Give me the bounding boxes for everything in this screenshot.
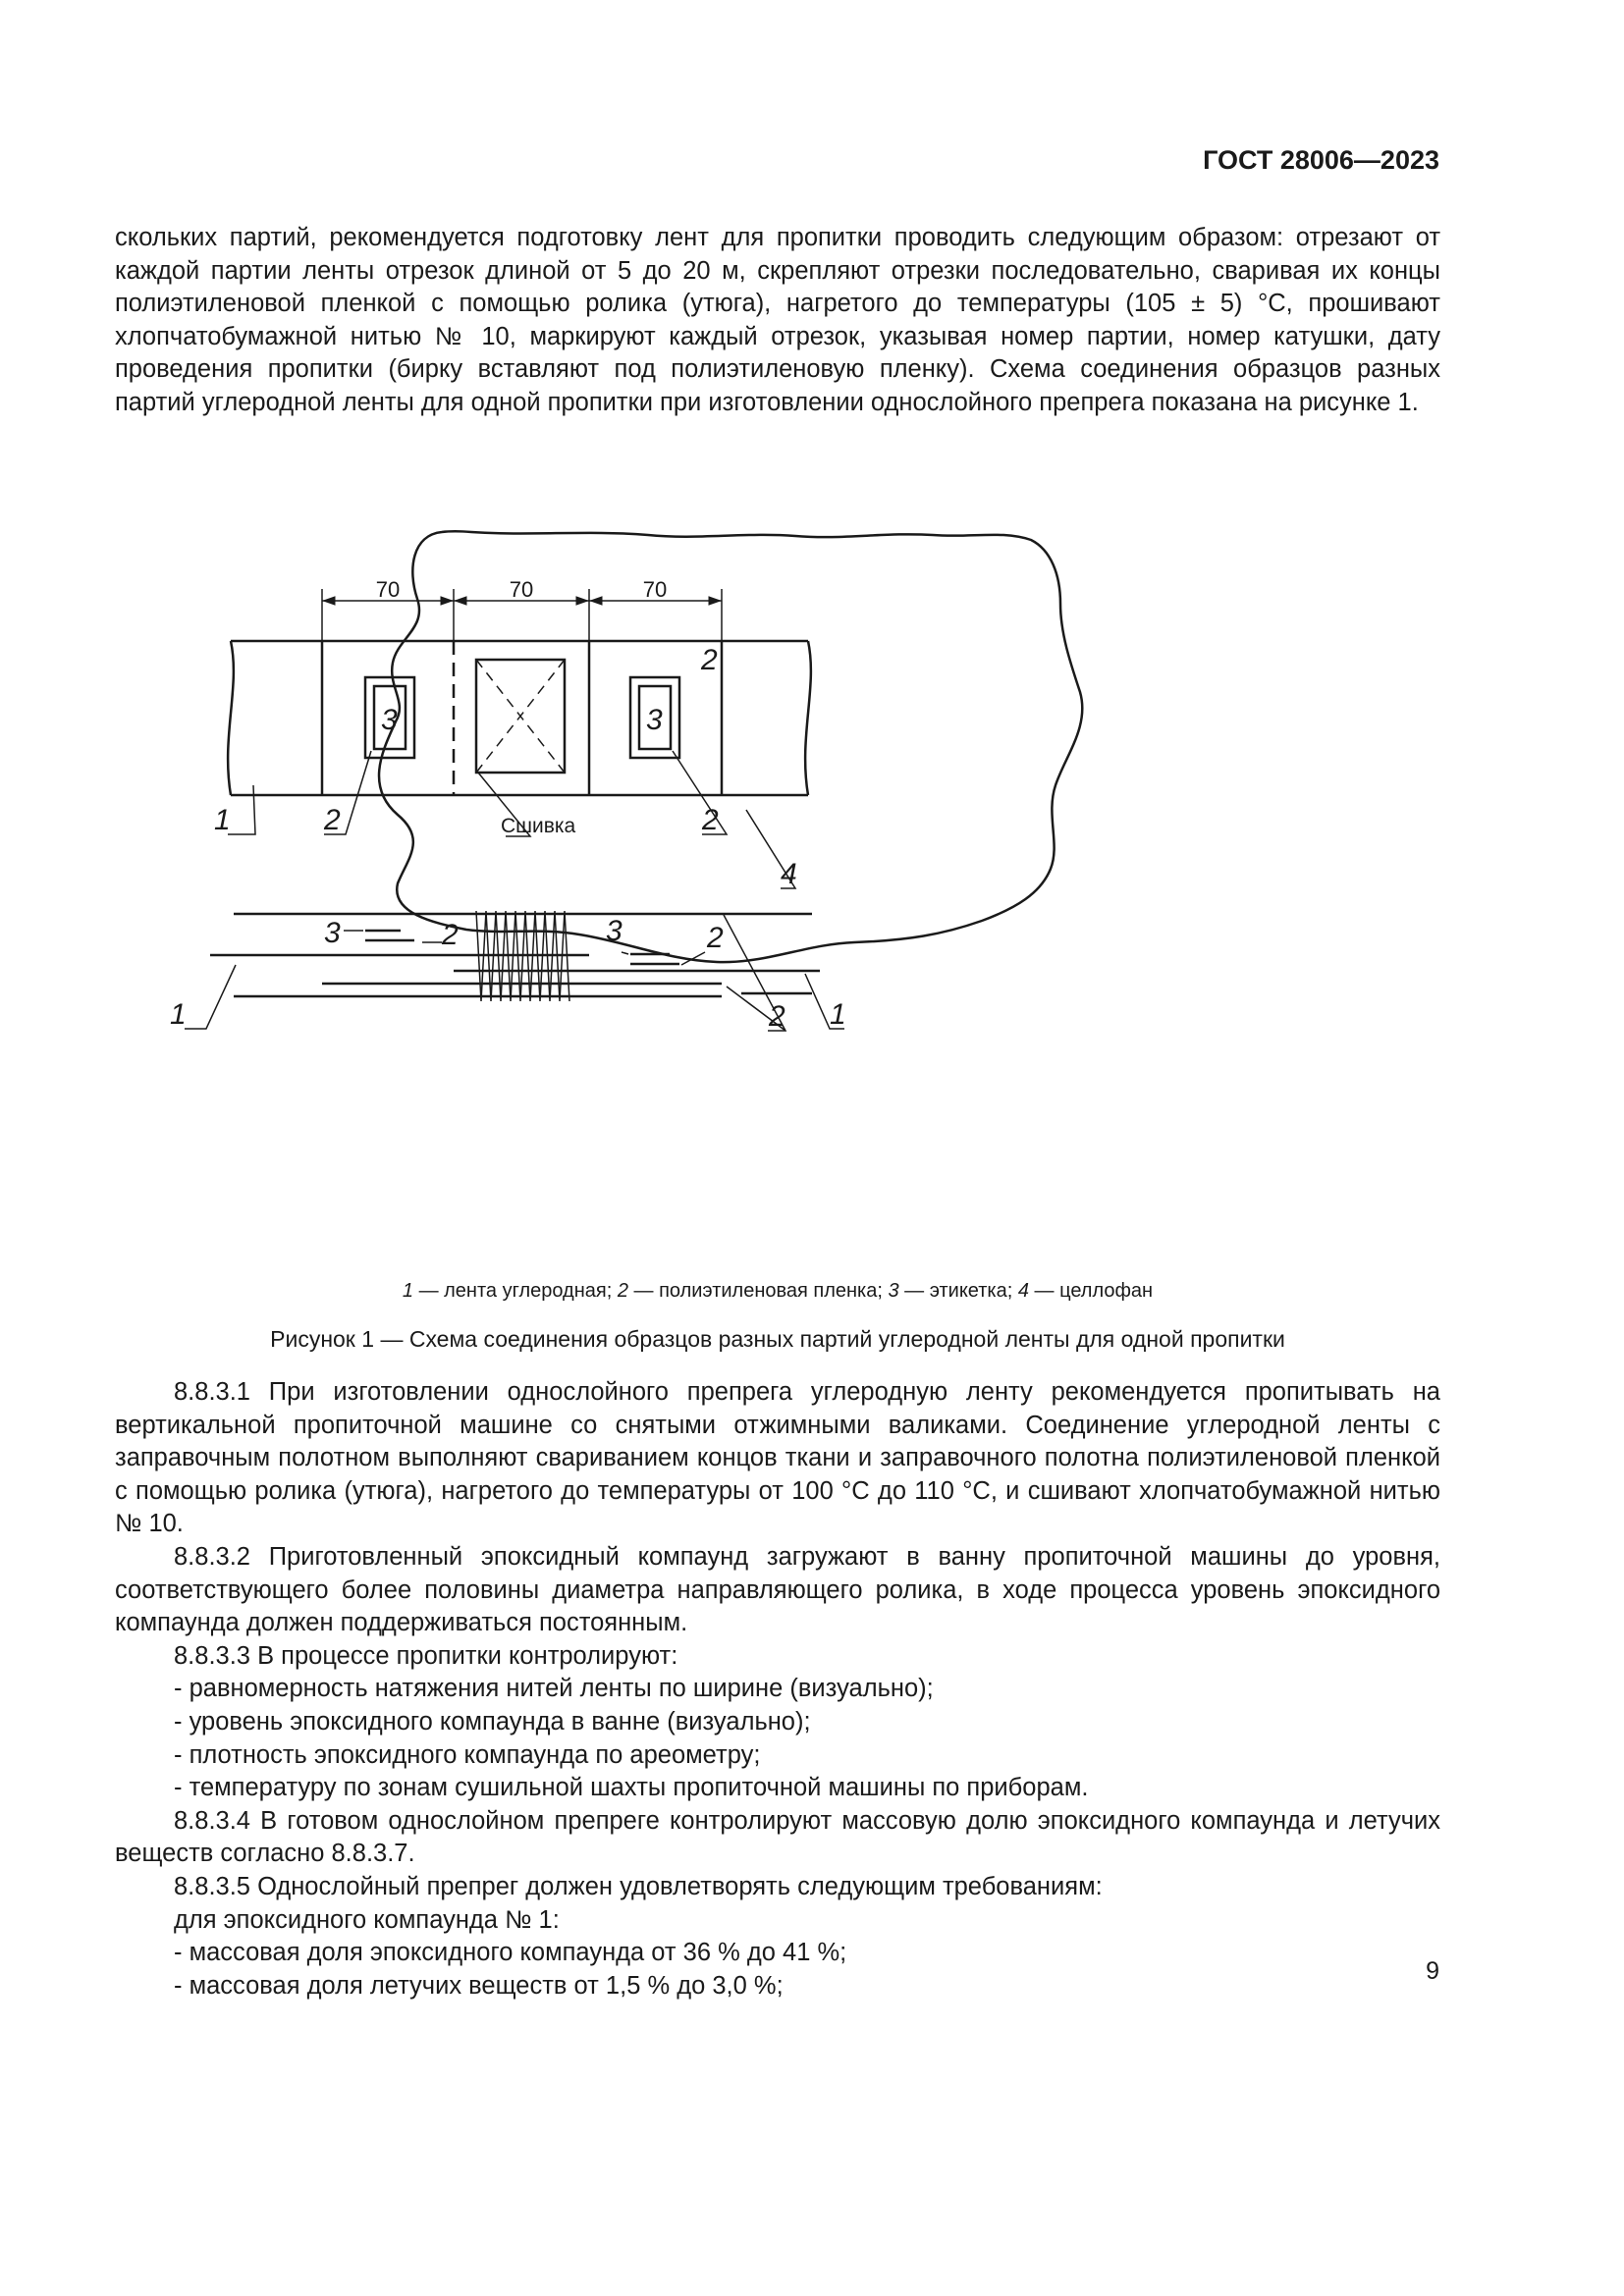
callout-cellophane: 4 [781,858,797,890]
list-item: - массовая доля летучих веществ от 1,5 % до 3,0 %; [174,1971,784,2000]
callout-film: 2 [769,1000,785,1033]
callout-film: 2 [707,922,724,954]
callout-film: 2 [702,804,719,836]
legend-num: 1 [402,1280,414,1302]
intro-paragraph: скольких партий, рекомендуется подготовку лент для пропитки проводить следующим образом: отрезают от каждой партии ленты отрезок длиной от 5 до 20 м, скрепляют отрезки последовательно, сваривая их концы полиэтиленовой пленкой с помощью ролика (утюга), нагретого до температуры (105 ± 5) °С, прошивают хлопчатобумажной нитью № 10, маркируют каждый отрезок, указывая номер партии, номер катушки, дату проведения пропитки (бирку вставляют под полиэтиленовую пленку). Схема соединения образцов разных партий углеродной ленты для одной пропитки при изготовлении однослойного препрега показана на рисунке 1. [115,224,1440,416]
figure-1-diagram [170,491,1276,1266]
dimension-label: 70 [375,577,401,602]
dimension-label: 70 [509,577,534,602]
intro-section [115,222,1440,420]
callout-tape: 1 [214,804,231,836]
legend-num: 2 [617,1280,628,1302]
callout-tag: 3 [324,917,341,949]
list-item: - уровень эпоксидного компаунда в ванне (визуально); [174,1707,811,1735]
cellophane-outline [379,531,1082,962]
figure-legend [115,1280,1440,1303]
main-section [115,1376,1440,2002]
list-item: - плотность эпоксидного компаунда по ареометру; [174,1740,761,1769]
legend-text: — целлофан [1028,1280,1154,1302]
callout-film: 2 [324,804,341,836]
page-number: 9 [1426,1957,1439,1985]
callout-tag: 3 [646,704,663,736]
list-item: для эпоксидного компаунда № 1: [174,1905,560,1934]
paragraph-8834: 8.8.3.4 В готовом однослойном препреге контролируют массовую долю эпоксидного компаунда и летучих веществ согласно 8.8.3.7. [115,1806,1440,1868]
callout-tag: 3 [606,915,623,947]
callout-film: 2 [701,644,718,676]
stitch-label: Сшивка [501,815,576,837]
callout-tape: 1 [830,998,846,1031]
paragraph-8835: 8.8.3.5 Однослойный препрег должен удовлетворять следующим требованиям: [174,1872,1103,1900]
figure-caption: Рисунок 1 — Схема соединения образцов разных партий углеродной ленты для одной пропитки [270,1326,1285,1352]
dimension-labels [376,577,667,602]
callout-labels [170,644,846,1033]
legend-text: — полиэтиленовая пленка; [627,1280,889,1302]
paragraph-8833: 8.8.3.3 В процессе пропитки контролируют: [174,1641,678,1670]
dimension-label: 70 [642,577,668,602]
legend-text: — лента углеродная; [413,1280,618,1302]
list-item: - равномерность натяжения нитей ленты по ширине (визуально); [174,1675,934,1703]
list-item: - массовая доля эпоксидного компаунда от 36 % до 41 %; [174,1939,847,1967]
paragraph-8832: 8.8.3.2 Приготовленный эпоксидный компаунд загружают в ванну пропиточной машины до уровня, соответствующего более половины диаметра направляющего ролика, в ходе процесса уровень эпоксидного компаунда должен поддерживаться постоянным. [115,1542,1440,1637]
legend-num: 4 [1017,1280,1029,1302]
paragraph-8831: 8.8.3.1 При изготовлении однослойного препрега углеродную ленту рекомендуется пропитывать на вертикальной пропиточной машине со снятыми отжимными валиками. Соединение углеродной ленты с заправочным полотном выполняют свариванием концов ткани и заправочного полотна полиэтиленовой пленкой с помощью ролика (утюга), нагретого до температуры от 100 °С до 110 °С, и сшивают хлопчатобумажной нитью № 10. [115,1378,1440,1538]
legend-num: 3 [888,1280,899,1302]
callout-tag: 3 [381,704,398,736]
callout-tape: 1 [170,998,187,1031]
list-item: - температуру по зонам сушильной шахты пропиточной машины по приборам. [174,1774,1089,1802]
legend-text: — этикетка; [898,1280,1018,1302]
document-header: ГОСТ 28006—2023 [1203,145,1439,175]
callout-film: 2 [442,919,459,951]
tape-joint-scheme [170,491,1276,1266]
